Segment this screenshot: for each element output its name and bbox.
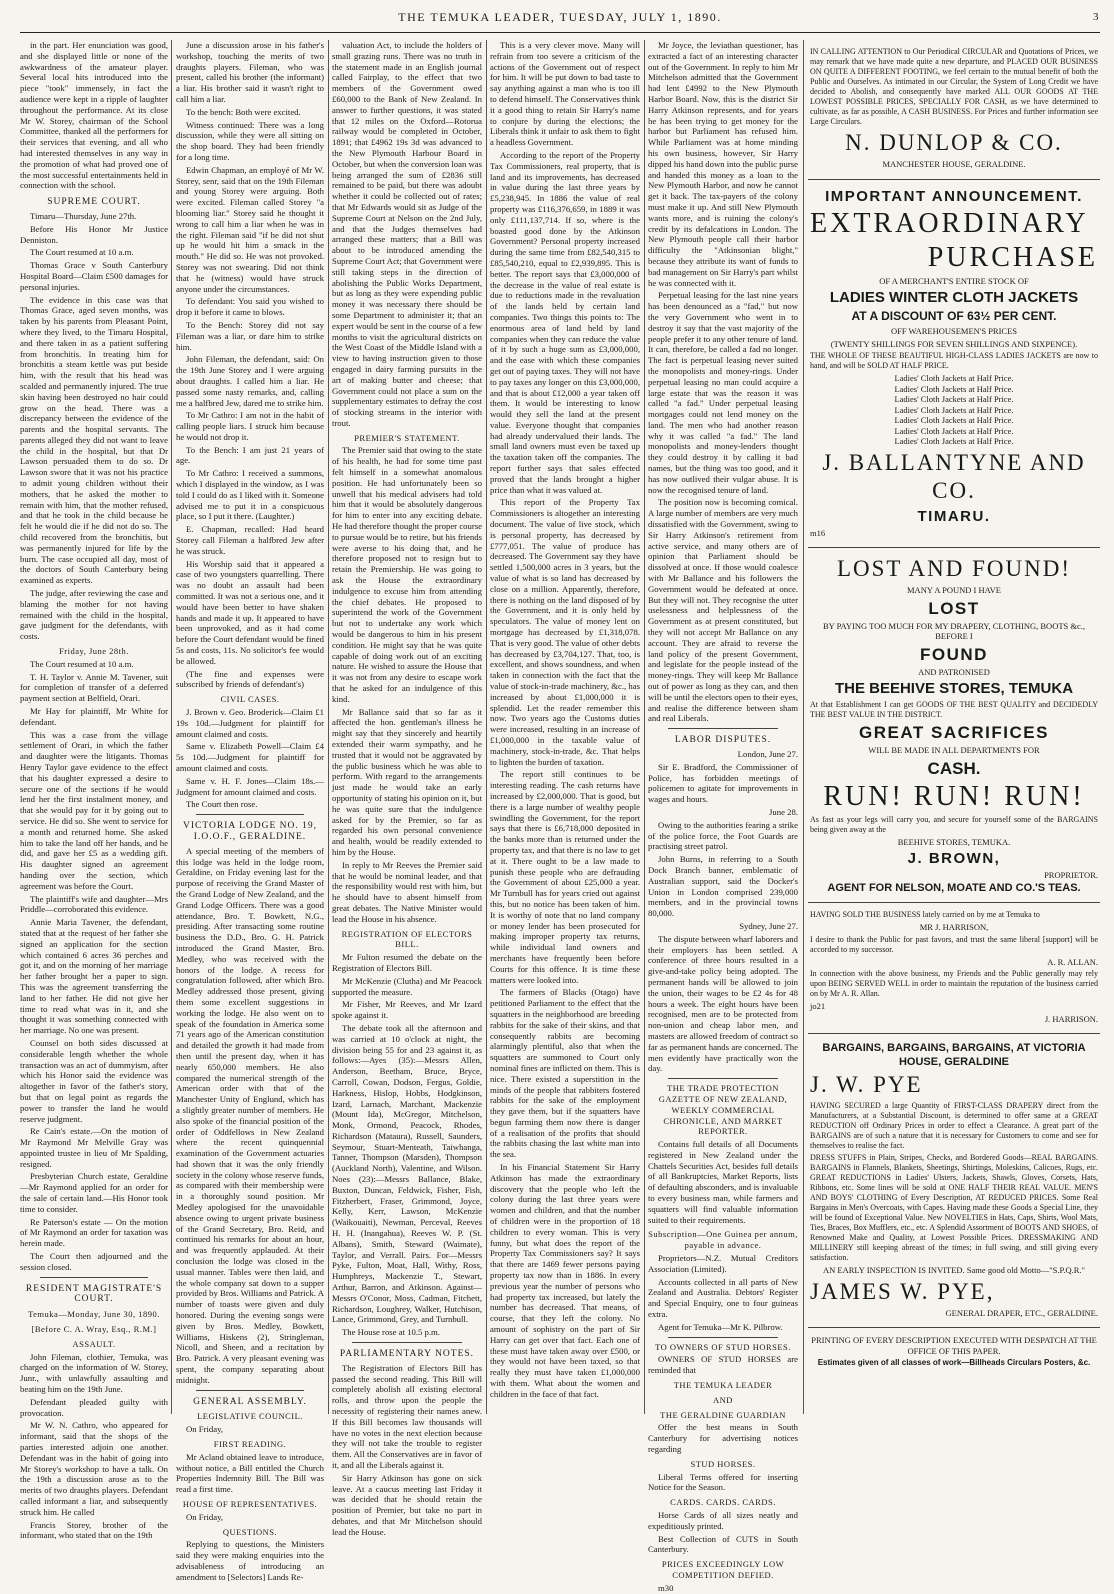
dateline: London, June 27. xyxy=(737,749,798,759)
ad-text: PROPRIETOR. xyxy=(1044,870,1098,880)
ad-text: AN EARLY INSPECTION IS INVITED. Same good old Motto—"S.P.Q.R." xyxy=(823,1265,1085,1275)
ad-text: AND xyxy=(713,1394,733,1405)
article-paragraph: To Mr Cathro: I am not in the habit of calling people liars. I struck him because he would not drop it. xyxy=(176,410,324,442)
ad-heading: AGENT FOR NELSON, MOATE AND CO.'S TEAS. xyxy=(827,881,1081,894)
section-heading-rm-court: RESIDENT MAGISTRATE'S COURT. xyxy=(25,1283,163,1305)
ad-text: CARDS. CARDS. CARDS. xyxy=(670,1497,776,1508)
ad-text: BY PAYING TOO MUCH FOR MY DRAPERY, CLOTHING, BOOTS &c., BEFORE I xyxy=(822,620,1086,641)
column-rule xyxy=(486,40,487,1414)
ad-printing xyxy=(808,1328,1100,1378)
ad-trade-protection-title: THE TRADE PROTECTION GAZETTE OF NEW ZEALAND, WEEKLY COMMERCIAL CHRONICLE, AND MARKET REPORTER. xyxy=(658,1083,788,1137)
divider xyxy=(668,1337,778,1338)
ad-heading: CASH. xyxy=(927,758,981,778)
ad-heading: FOUND xyxy=(920,644,988,664)
ad-heading: BARGAINS, BARGAINS, BARGAINS, AT VICTORIA HOUSE, GERALDINE xyxy=(822,1042,1086,1068)
article-paragraph: J. Brown v. Geo. Broderick—Claim £1 19s 10d.—Judgment for plaintiff for amount claimed and costs. xyxy=(176,707,324,739)
ad-ballantyne-name: J. BALLANTYNE AND CO. xyxy=(822,449,1086,503)
article-paragraph: The Premier said that owing to the state of his health, he had for some time past felt himself in a somewhat anomalous position. He had unfortunately been so unwell that his medical advisers had told him that it would be absolutely dangerous for him to enter into any exciting debate. He had therefore thought the proper course to pursue would be to retire, but his friends were averse to his doing that, and he therefore proposed not to resign but to retain the Premiership. He was going to ask the House the extraordinary indulgence to excuse him from attending the chief debates. He proposed to superintend the work of the Government but not to undertake any work which would be dangerous to him in his present condition. He might say that he was quite capable of doing work out of an exciting nature. He wished to assure the House that it was not from any desire to escape work that he asked for an indulgence of this kind. xyxy=(332,445,482,704)
ad-text: MANY A POUND I HAVE xyxy=(907,585,1001,595)
article-paragraph: To the bench: Both were excited. xyxy=(186,106,301,117)
dateline: Sydney, June 27. xyxy=(739,920,798,931)
article-paragraph: Owing to the authorities fearing a strike of the police force, the Foot Guards are practising street patrol. xyxy=(648,819,798,852)
ad-pye-name: J. W. PYE xyxy=(810,1072,923,1097)
article-paragraph: The House rose at 10.5 p.m. xyxy=(342,1327,440,1338)
ad-heading: EXTRAORDINARY xyxy=(810,207,1089,239)
article-paragraph: The evidence in this case was that Thomas Grace, aged seven months, was taken by his parents from Pleasant Point, where they lived, to the Timaru Hospital, and there taken in as a patient suffering from bronchitis. In treating him for bronchitis a steam kettle was put beside him, with the result that his head was scalded and permanently injured. The true skin having been destroyed no hair could grow on the head. There was a discrepancy between the evidence of the parents and the hospital servants. The parents alleged they did not want to leave the child in the hospital, but that Dr Lawson persuaded them to do so. Dr Lawson swore that it was not his practice to admit young children without their mothers, that he asked the mother to remain with him, that the mother refused, and that he took in the child because he felt he would die if he did not do so. The child recovered from the bronchitis, but was permanently injured for life by the burn. The case occupied all day, most of the doctors of South Canterbury being examined as experts. xyxy=(20,294,168,586)
column-rule xyxy=(644,40,645,1414)
list-item: Ladies' Cloth Jackets at Half Price. xyxy=(894,394,1014,404)
divider xyxy=(352,1342,462,1343)
article-paragraph: Thomas Grace v South Canterbury Hospital Board—Claim £500 damages for personal injuries. xyxy=(20,260,168,292)
ad-text: HAVING SOLD THE BUSINESS lately carried on by me at Temuka to xyxy=(810,910,1040,919)
list-item: Ladies' Cloth Jackets at Half Price. xyxy=(894,425,1014,436)
article-paragraph: His Worship said that it appeared a case of two youngsters quarrelling. There was no doubt an assault had been committed. It was not a serious one, and it would have been better to have shaken hands and made it up. It appeared to have been unprovoked, and as it had come before the Court defendant would be fined 5s and costs, 11s. No solicitor's fee would be allowed. xyxy=(176,558,324,666)
ad-text: In connection with the above business, my Friends and the Public generally may rely upon BEING SERVED WELL in order to maintain the reputation of the business carried on by Mr A. R. Allan. xyxy=(810,969,1098,998)
ad-text: PRICES EXCEEDINGLY LOW COMPETITION DEFIED. xyxy=(661,1559,785,1580)
article-paragraph: Same v. Elizabeth Powell—Claim £4 5s 10d.—Judgment for plaintiff for amount claimed and costs. xyxy=(176,741,324,773)
column-3 xyxy=(332,40,482,1537)
divider xyxy=(196,814,304,815)
subheading: HOUSE OF REPRESENTATIVES. xyxy=(182,1499,318,1509)
article-paragraph: The dispute between wharf laborers and their employers has been settled. A conference of three hours resulted in a give-and-take policy being adopted. The permanent hands will be allowed to join the union, their wages to be £2 4s for 48 hours a week. The eight hours have been recognised, men are to be protected from non-union and cheap labor men, and masters are allowed freedom of contract so far as permanent hands are concerned. The men evidently have practically won the day. xyxy=(648,933,798,1074)
subheading: LEGISLATIVE COUNCIL. xyxy=(197,1411,303,1422)
ad-text: Subscription—One Guinea per annum, payable in advance. xyxy=(648,1229,798,1251)
ad-text: At that Establishment I can get GOODS OF THE BEST QUALITY and DECIDEDLY THE BEST VALUE IN THE DISTRICT. xyxy=(810,700,1098,719)
ad-heading: PURCHASE xyxy=(927,241,1098,273)
ad-text: As fast as your legs will carry you, and secure for yourself some of the BARGAINS being given away at the xyxy=(810,814,1098,834)
section-heading-labor: LABOR DISPUTES. xyxy=(674,735,772,746)
dateline: Friday, June 28th. xyxy=(59,646,129,657)
subheading: FIRST READING. xyxy=(213,1439,287,1450)
article-paragraph: Sir E. Bradford, the Commissioner of Police, has forbidden meetings of policemen to agitate for improvements in wages and hours. xyxy=(648,761,798,805)
ad-text: WILL BE MADE IN ALL DEPARTMENTS FOR xyxy=(868,745,1040,755)
article-paragraph: The plaintiff's wife and daughter—Mrs Priddle—corroborated this evidence. xyxy=(20,893,168,915)
ad-beehive xyxy=(808,548,1100,903)
column-5 xyxy=(648,40,798,1593)
article-paragraph: (The fine and expenses were subscribed by friends of defendant's) xyxy=(176,668,324,690)
article-paragraph: The Court then adjourned and the session closed. xyxy=(20,1251,168,1272)
ad-text: Offer the best means in South Canterbury for advertising notices regarding xyxy=(648,1422,798,1455)
article-paragraph: The position now is becoming comical. A large number of members are very much dissatisfied with the Government, swing to Sir Harry Atkinson's retirement from active service, and many others are of opinion that Parliament should be dissolved at once. If those would coalesce with Mr Ballance and his followers the Government would be defeated at once. But they will not. They recognise the utter uselessness and helplessness of the Government as at present constituted, but they will not accept Mr Ballance on any account. They are afraid to reverse the land policy of the present Government, and legislate for the people instead of the money-rings. They will keep Mr Ballance out of power as long as they can, and then will be until the electors open to their eyes, and realise the difference between sham and real Liberals. xyxy=(648,497,798,724)
article-paragraph: The report still continues to be interesting reading. The cash returns have increased by £2,000,000. That is good, but there is a large number of wealthy people swindling the Government, for the report says that there is £6,718,000 deposited in the banks more than is returned under the property tax, and that there is no law to get at it. There ought to be a law made to punish these people who are defrauding the Government of about £25,000 a year. Mr Turnbull has for years cried out against this, but no notice has been taken of him. It is worthy of note that no land company or money lender has been prosecuted for making improper property tax returns, while individual land owners and merchants have frequently been before Courts for this offence. It is time these matters were looked into. xyxy=(490,769,640,985)
ad-text: Accounts collected in all parts of New Zealand and Australia. Debtors' Register and Special Enquiry, one to four guineas extra. xyxy=(648,1276,798,1320)
article-paragraph: Counsel on both sides discussed at considerable length whether the whole transaction was an act of dummyism, after which his Honor said the evidence was altogether in favor of the father's story, but that on legal point as regards the power to transfer the land he would reserve judgment. xyxy=(20,1037,168,1124)
list-item: Ladies' Cloth Jackets at Half Price. xyxy=(894,373,1014,383)
article-paragraph: Mr Hay for plaintiff, Mr White for defendant. xyxy=(20,706,168,727)
article-paragraph: The debate took all the afternoon and was carried at 10 o'clock at night, the division being 55 for and 23 against it, as follows:—Ayes (35):—Messrs Allen, Anderson, Beetham, Bruce, Bryce, Carroll, Cowan, Dodson, Fergus, Goldie, Harkness, Hislop, Hobbs, Hodgkinson, Izard, Larnach, Marchant, Mackenzie (Mount Ida), McGregor, Mitchelson, Monk, Ormond, Peacock, Rhodes, Richardson (Mataura), Russell, Saunders, Seymour, Stuart-Menteath, Taiwhanga, Tanner, Thompson (Marsden), Thompson (Auckland North), Valentine, and Wilson. Noes (23):—Messrs Ballance, Blake, Buxton, Duncan, Feldwick, Fisher, Fish, Fitzherbert, Fraser, Grimmond, Joyce, Kelly, Kerr, Lawson, McKenzie (Waikouaiti), Newman, Perceval, Reeves H. H. (Inangahua), Reeves W. P. (St. Albans), Smith, Steward (Waimate), Taylor, and Verrall. Pairs. For—Messrs Pyke, Fulton, Moat, Hall, Withy, Ross, Humphreys, Mackenzie T., Stewart, Arthur, Barron, and Atkinson. Against—Messrs O'Conor, Moss, Cadman, Fitchett, Richardson, Loughrey, Walker, Hutchison, Lance, Grimmond, Grey, and Turnbull. xyxy=(332,1022,482,1325)
article-paragraph: Mr Joyce, the leviathan questioner, has extracted a fact of an interesting character out of the Government. In reply to him Mr Mitchelson admitted that the Government had lent £4992 to the New Plymouth Harbor Board. Now, this is the district Sir Harry Atkinson represents, and for years he has been trying to get money for the harbor but Parliament has refused him. While Parliament was at home minding his own business, however, Sir Harry dipped his hand down into the public purse and handed this money as a loan to the New Plymouth Harbor, and now he cannot get it back. The tax-payers of the colony must make it up. And still New Plymouth wants more, and is ruining the colony's credit by its defalcations in London. The New Plymouth people call their harbor difficulty the "Atkinsonian blight," because they attribute its want of funds to bad management on Sir Harry's part whilst he was connected with it. xyxy=(648,40,798,288)
ad-text: DRESS STUFFS in Plain, Stripes, Checks, and Bordered Goods—REAL BARGAINS. BARGAINS in Flannels, Blankets, Sheetings, Shirtings, Moleskins, Calicoes, Rugs, etc. GREAT REDUCTIONS in Ladies' Ulsters, Jackets, Shawls, Gloves, Corsets, Hats, Ribbons, etc. Some lines will be sold at ONE HALF THEIR REAL VALUE. MEN'S AND BOYS' CLOTHING of Every Description, AT REDUCED PRICES. Some Real Bargains in Men's Overcoats, with Capes. Having made these Goods a Special Line, they will be found of Exceptional Value. New NOVELTIES in Hats, Caps, Shirts, Wool Mats, Ties, Braces, Box Mufflers, etc., etc. A Splendid Assortment of BOOTS AND SHOES, of Renowned Make and Quality, at Lowest Possible Prices. DRESSMAKING AND MILLINERY still keeping abreast of the times; in full swing, and still giving every satisfaction. xyxy=(810,1153,1098,1262)
dateline: Temuka—Monday, June 30, 1890. xyxy=(28,1309,160,1320)
ad-heading: J. BROWN, xyxy=(907,850,1001,867)
list-item: Ladies' Cloth Jackets at Half Price. xyxy=(894,415,1014,425)
ad-code: m30 xyxy=(658,1582,674,1593)
list-item: Ladies' Cloth Jackets at Half Price. xyxy=(894,404,1014,415)
ad-text: MR J. HARRISON, xyxy=(919,922,989,932)
ad-text: IN CALLING ATTENTION to Our Periodical CIRCULAR and Quotations of Prices, we may remark that we have made quite a new departure, and PLACED OUR BUSINESS ON QUITE A DIFFERENT FOOTING, we feel certain to the mutual benefit of both the Public and Ourselves. As intimated in our Circular, the System of Long Credit we have decided to Abolish, and consequently have marked ALL OUR GOODS AT THE LOWEST POSSIBLE PRICES, SPECIALLY FOR CASH, as we have determined to cultivate, as far as possible, A CASH BUSINESS. For Prices and further information see Large Circulars. xyxy=(810,47,1098,126)
column-rule xyxy=(171,40,172,1414)
article-paragraph: Mr McKenzie (Clutha) and Mr Peacock supported the measure. xyxy=(332,975,482,997)
ad-heading: LOST AND FOUND! xyxy=(836,556,1072,581)
divider xyxy=(40,1277,148,1278)
article-paragraph: To the Bench: Storey did not say Fileman was a liar, or dare him to strike him. xyxy=(176,319,324,352)
article-paragraph: Mr Fisher, Mr Reeves, and Mr Izard spoke against it. xyxy=(332,999,482,1021)
ad-text: GENERAL DRAPER, ETC., GERALDINE. xyxy=(945,1307,1098,1318)
column-rule xyxy=(328,40,329,1414)
list-item: Ladies' Cloth Jackets at Half Price. xyxy=(894,436,1014,446)
ad-heading: TIMARU. xyxy=(917,507,991,525)
article-paragraph: Re Paterson's estate — On the motion of Mr Raymond an order for taxation was herein made. xyxy=(20,1216,168,1249)
article-paragraph: Presbyterian Church estate, Geraldine—Mr Raymond applied for an order for the sale of certain land.—His Honor took time to consider. xyxy=(20,1171,168,1214)
article-paragraph: Mr Fulton resumed the debate on the Registration of Electors Bill. xyxy=(332,952,482,973)
ad-text: Proprietors—N.Z. Mutual Creditors Association (Limited). xyxy=(648,1253,798,1274)
dateline: On Friday, xyxy=(186,1511,224,1522)
article-paragraph: A special meeting of the members of this lodge was held in the lodge room, Geraldine, on Friday evening last for the purpose of receiving the Grand Master of the Grand Lodge of New Zealand, and the Grand Lodge Officers. There was a good attendance, Bro. T. Bowkett, N.G., presiding. After transacting some routine business the D.D., Bro. G. H. Patrick introduced the Grand Master, Bro. Medley, who was received with the honors of the lodge. A recess for congratulation followed, after which Bro. Medley addressed those present, giving them some excellent suggestions in working the lodge. He also went on to speak of the foundation in America some 71 years ago of the American constitution and detailed the growth it had made from then until the present day, when it has nearly 650,000 members. He also compared the numerical strength of the American order with that of the Manchester Unity of Englund, which has a slightly greater number of members. He also spoke of the financial position of the order of Oddfellows in New Zealand where the recent quinquennial examination of the Government actuaries had shown that it was the only friendly society in the colony whose reserve funds, as compared with their membership were in a thoroughly sound position. Mr Medley apologised for the unavoidable absence owing to urgent private business of the Grand Secretary, Bro. Reid, and continued his remarks for about an hour, and was frequently applauded. At their conclusion the lodge was closed in the usual manner. Tables were then laid, and the whole company sat down to a supper provided by Bros. Williams and Patrick. A number of toasts were given and duly honored. During the evening songs were given by Bros. Medley, Bowkett, Williams, Hiskens (2), Stringleman, Nicoll, and Sheen, and a recitation by Bro. Patrick. A very pleasant evening was spent, the company separating about midnight. xyxy=(176,845,324,1385)
article-paragraph: Francis Storey, brother of the informant, who stated that on the 19th xyxy=(20,1519,168,1541)
article-paragraph: This was a case from the village settlement of Orari, in which the father and daughter were the litigants. Thomas Henry Taylor gave evidence to the effect that his daughter expressed a desire to secure one of the sections if he would lend her the first instalment money, and that she would pay for it by going out to service. He did so. She went to service for a month and returned home. She asked him to take the land off her hands, and he did, and gave her £5 as a wedding gift. His daughter signed an agreement handing over the section, which agreement was before the Court. xyxy=(20,729,168,891)
ad-pye-name: JAMES W. PYE, xyxy=(810,1278,995,1304)
article-paragraph: In his Financial Statement Sir Harry Atkinson has made the extraordinary discovery that the people who left the colony during the last three years were women and children, and that the number of children were in the proportion of 18 children to every woman. This is very funny, but what does the report of the Property Tax Commissioners say? It says that there are 1469 fewer persons paying property tax now than in 1886. In every previous year the number of persons who had property tax increased, but lately the number has decreased. That means, of course, that they left the colony. No amount of sophistry on the part of Sir Harry can get over that fact. Each one of these must have taken away over £500, or they would not have been taxed, so that really they must have taken £1,000,000 with them. What about the women and children in the face of that fact. xyxy=(490,1162,640,1399)
ad-text: Best Collection of CUTS in South Canterbury. xyxy=(648,1533,798,1555)
list-item: Ladies' Cloth Jackets at Half Price. xyxy=(894,383,1014,394)
article-paragraph: Mr Acland obtained leave to introduce, without notice, a Bill entitled the Church Properties Indemnity Bill. The Bill was read a first time. xyxy=(176,1451,324,1495)
ad-text: AND PATRONISED xyxy=(918,666,990,677)
ad-text: Estimates given of all classes of work—Billheads Circulars Posters, &c. xyxy=(817,1358,1091,1367)
masthead xyxy=(20,6,1100,33)
dateline: Timaru—Thursday, June 27th. xyxy=(30,210,137,221)
article-paragraph: Re Cain's estate.—On the motion of Mr Raymond Mr Melville Gray was appointed trustee in lieu of Mr Spalding, resigned. xyxy=(20,1126,168,1169)
article-paragraph: Sir Harry Atkinson has gone on sick leave. At a caucus meeting last Friday it was decided that he should retain the position of Premier, but take no part in debates, and that Mr Mitchelson should lead the House. xyxy=(332,1472,482,1537)
subheading: REGISTRATION OF ELECTORS BILL. xyxy=(341,928,473,950)
section-heading-supreme-court: SUPREME COURT. xyxy=(47,197,141,208)
ad-text: Agent for Temuka—Mr K. Pilbrow. xyxy=(658,1321,783,1332)
ad-text: BEEHIVE STORES, TEMUKA. xyxy=(897,836,1011,847)
ad-text: THE WHOLE OF THESE BEAUTIFUL HIGH-CLASS LADIES JACKETS are now to hand, and will be SOLD AT HALF PRICE. xyxy=(810,351,1098,370)
ad-heading: AT A DISCOUNT OF 63½ PER CENT. xyxy=(851,309,1057,323)
ad-heading: RUN! RUN! RUN! xyxy=(823,780,1085,812)
ad-dunlop-house: MANCHESTER HOUSE, GERALDINE. xyxy=(882,159,1026,169)
subheading: QUESTIONS. xyxy=(222,1526,278,1537)
section-heading-assembly: GENERAL ASSEMBLY. xyxy=(193,1396,307,1407)
article-paragraph: The judge, after reviewing the case and blaming the mother for not having remained with the child in the hospital, gave judgment for the defendants, with costs. xyxy=(20,588,168,642)
ad-text: OWNERS OF STUD HORSES are reminded that xyxy=(648,1354,798,1376)
ad-code: m16 xyxy=(810,527,826,538)
ad-text: (TWENTY SHILLINGS FOR SEVEN SHILLINGS AND SIXPENCE). xyxy=(830,338,1078,349)
subheading: CIVIL CASES. xyxy=(220,694,280,705)
ad-ballantyne xyxy=(808,180,1100,549)
ad-dunlop xyxy=(808,40,1100,180)
article-paragraph: To defendant: You said you wished to drop it before it came to blows. xyxy=(176,296,324,318)
ad-text: THE GERALDINE GUARDIAN xyxy=(660,1409,786,1420)
dateline: On Friday, xyxy=(186,1424,224,1435)
ad-text: PRINTING OF EVERY DESCRIPTION EXECUTED WITH DESPATCH AT THE OFFICE OF THIS PAPER. xyxy=(811,1335,1097,1356)
ad-heading: LADIES WINTER CLOTH JACKETS xyxy=(829,289,1079,306)
masthead-title: THE TEMUKA LEADER, TUESDAY, JULY 1, 1890. xyxy=(398,10,722,24)
article-paragraph: Edwin Chapman, an employé of Mr W. Storey, senr, said that on the 19th Fileman and young Storey were arguing. Both were excited. Fileman called Storey "a blooming liar." Storey said he thought it wrong to call him a liar when he was in the right. Fileman said "if he did not shut up he would hit him a smack in the mouth." He did so. He was not provoked. Storey was not swearing. Did not think that he (witness) would have struck anyone under the circumstances. xyxy=(176,164,324,294)
article-paragraph: The farmers of Blacks (Otago) have petitioned Parliament to the effect that the squatters in the neighborhood are breeding rabbits for the sake of their skins, and that consequently rabbits are becoming alarmingly plentiful, also that when the squatters are summoned to Court only nominal fines are inflicted on them. This is nice. There existed a superstition in the minds of the people that rabbiters fostered rabbits for the sake of the employment they gave them, but if the squatters have begun farming them now there is danger of a realisation of the profits that should the rabbits chasing the last white man into the sea. xyxy=(490,987,640,1160)
article-paragraph: The Registration of Electors Bill has passed the second reading. This Bill will completely abolish all existing electoral rolls, and throw upon the people the necessity of registering their names anew. If this Bill becomes law thousands will have no votes in the next election because they will not take the trouble to register them. All the Conservatives are in favor of it, and all the Liberals against it. xyxy=(332,1362,482,1470)
article-paragraph: Annie Maria Tavener, the defendant, stated that at the request of her father she signed an application for the section which contained 6 acres 36 perches and got it, and on the morning of her marriage her father brought her a paper to sign. This was the agreement transferring the land to her father. He did not give her time to read what was in it, and she thought it was something connected with her marriage. No one was present. xyxy=(20,917,168,1036)
ad-heading: IMPORTANT ANNOUNCEMENT. xyxy=(825,187,1083,205)
article-paragraph: T. H. Taylor v. Annie M. Tavener, suit for completion of transfer of a deferred payment section at Belfield, Orari. xyxy=(20,671,168,704)
ad-heading: LOST xyxy=(928,598,980,618)
ad-signature: A. R. ALLAN. xyxy=(1047,956,1098,967)
section-heading-lodge: VICTORIA LODGE NO. 19, I.O.O.F., GERALDINE. xyxy=(183,821,317,842)
ad-text: OFF WAREHOUSEMEN'S PRICES xyxy=(890,326,1018,336)
section-heading-parliamentary-notes: PARLIAMENTARY NOTES. xyxy=(339,1349,475,1360)
ad-text: Contains full details of all Documents registered in New Zealand under the Chattels Securities Act, besides full details of all Bankruptcies, Market Reports, lists of defaulting absconders, and is invaluable to every business man, while farmers and squatters will find valuable information suited to their requirements. xyxy=(648,1139,798,1225)
page-number: 3 xyxy=(1093,11,1100,23)
dateline: June 28. xyxy=(769,806,798,817)
article-paragraph: Perpetual leasing for the last nine years has been denounced as a "fad," but now the very Government who went in to destroy it say that the vast majority of the people prefer it to any other tenure of land. It can, therefore, be called a fad no longer. The fact is perpetual leasing never suited the monopolists and money-rings. Under perpetual leasing no man could acquire a large estate that was the reason it was called "a fad." Under perpetual leasing mortgages could not lend money on the land. The men who had another reason why it was called "a fad." The land monopolists and money-lenders thought they could destroy it by calling it bad names, but the thing was too good, and it has now outlived their vulgar abuse. It is now the recognised tenure of land. xyxy=(648,290,798,495)
article-paragraph: The Court then rose. xyxy=(186,799,258,810)
column-rule xyxy=(803,40,804,1414)
article-paragraph: Defendant pleaded guilty with provocation. xyxy=(20,1396,168,1418)
ad-allan-harrison xyxy=(808,903,1100,1034)
article-paragraph: The Court resumed at 10 a.m. xyxy=(30,247,134,258)
divider xyxy=(196,1390,304,1391)
article-paragraph: This report of the Property Tax Commissioners is altogether an interesting document. The value of live stock, which is personal property, has decreased by £777,051. The value of produce has decreased. The Government say they have settled 1,500,000 acres in 3 years, but the value of what is so land has decreased by close on a million. Apparently, therefore, there is nothing on the land disposed of by the Government, and it is only held by speculators. The value of money lent on mortgage has decreased by £1,318,078. That is very good. The value of other debts has decreased by £3,704,127. That, too, is excellent, and shows soundness, and when taken in connection with the fact that the value of stock-in-trade machinery, &c., has increased by about £1,000,000 it is splendid. Let the reader remember this now. Two years ago the Customs duties were increased, resulting in an increase of £1,000,000 in the taxable value of machinery, stock-in-trade, &c. That helps to lighten the burden of taxation. xyxy=(490,497,640,767)
article-paragraph: Witness continued: There was a long discussion, while they were all sitting on the shop board. They had been friendly for a long time. xyxy=(176,119,324,162)
column-4 xyxy=(490,40,640,1414)
article-paragraph: To the Bench: I am just 21 years of age. xyxy=(176,444,324,466)
ad-signature: J. HARRISON. xyxy=(1044,1013,1098,1024)
article-paragraph: Replying to questions, the Ministers said they were making enquiries into the advisableness of introducing an amendment to [Selectors] Lands Re- xyxy=(176,1539,324,1582)
bench-note: [Before C. A. Wray, Esq., R.M.] xyxy=(31,1324,157,1335)
ad-pye xyxy=(808,1034,1100,1328)
column-2 xyxy=(176,40,324,1582)
ad-code: jo21 xyxy=(810,1001,826,1011)
divider xyxy=(668,1078,778,1079)
article-paragraph: John Fileman, clothier, Temuka, was charged on the information of W. Storey, Junr., with unlawfully assaulting and beating him on the 19th June. xyxy=(20,1351,168,1395)
article-paragraph: This is a very clever move. Many will refrain from too severe a criticism of the actions of the Government out of respect for him. It will be put down to bad taste to say anything against a man who is too ill to defend himself. The Conservatives think it a good thing to retain Sir Harry's name to conjure by during the elections; the Liberals think it unfair to ask them to fight a headless Government. xyxy=(490,40,640,148)
ad-text: Horse Cards of all sizes neatly and expeditiously printed. xyxy=(648,1510,798,1531)
ad-text: HAVING SECURED a large Quantity of FIRST-CLASS DRAPERY direct from the Manufacturers, at a Substantial Discount, is determined to offer same at a GREAT REDUCTION off Ordinary Prices in order to effect a Clearance. A great part of the BARGAINS are of such a nature that it is necessary for Customers to come and see for themselves to realise the fact. xyxy=(810,1101,1098,1150)
article-paragraph: Same v. H. F. Jones—Claim 18s.—Judgment for amount claimed and costs. xyxy=(176,775,324,797)
column-1 xyxy=(20,40,168,1541)
bench-note: Before His Honor Mr Justice Denniston. xyxy=(20,223,168,245)
divider xyxy=(668,728,778,729)
article-paragraph: John Burns, in referring to a South Dock Branch banner, emblematic of Australian support, said the Docker's Union in London comprised 239,000 members, and in the provincial towns 80,000. xyxy=(648,854,798,919)
article-paragraph: valuation Act, to include the holders of small grazing runs. There was no truth in the statement made in an English journal called Fairplay, to the effect that two members of the Government owed £60,000 to the Bank of New Zealand. In answer to further questions, it was stated that 12 miles on the Oxford—Rotorua railway would be completed in October, 1891; that £4962 19s 3d was advanced to the New Plymouth Harbour Board in October, but when the conversion loan was being arranged the sum of £2836 still remained to be paid, but there was adoubt whether it could be collected out of rates; that Mr Edwards would sit as Judge of the Supreme Court at Nelson on the 2nd July, and that the Judges themselves had arranged these matters; that a Bill was about to be introduced amending the Supreme Court Act; that Government were still taking steps in the direction of abolishing the Public Works Department, but as long as they were expending public money it was necessary there should be some Department to administer it; that an expert would be sent in the course of a few months to visit the agricultural districts on the West Coast of the Middle Island with a view to having instruction given to those engaged in dairy farming pursuits in the art of making butter and cheese; that Government could not place a sum on the supplementary estimates to defray the cost of stocking streams in the interior with trout. xyxy=(332,40,482,428)
ad-text: STUD HORSES. xyxy=(690,1458,756,1469)
ad-text: I desire to thank the Public for past favors, and trust the same liberal [support] will be accorded to my successor. xyxy=(810,934,1098,954)
ad-text: Liberal Terms offered for inserting Notice for the Season. xyxy=(648,1471,798,1493)
ad-text: THE TEMUKA LEADER xyxy=(673,1380,773,1391)
article-paragraph: In reply to Mr Reeves the Premier said that he would be nominal leader, and that the responsibility would rest with him, but he should have to absent himself from great debates. The Native Minister would lead the House in his absence. xyxy=(332,859,482,924)
ad-text: OF A MERCHANT'S ENTIRE STOCK OF xyxy=(879,275,1029,286)
subheading: PREMIER'S STATEMENT. xyxy=(354,432,460,443)
article-paragraph: Mr W. N. Cathro, who appeared for informant, said that the shops of the parties interested adjoin one another. Defendant was in the habit of going into Mr Storey's workshop to have a talk. On the 19th a discussion arose as to the merits of two draughts players. Defendant called informant a liar, and subsequently struck him. He called xyxy=(20,1420,168,1517)
article-paragraph: June a discussion arose in his father's workshop, touching the merits of two draughts players. Fileman, who was present, called his brother (the informant) a liar. His brother said it wasn't right to call him a liar. xyxy=(176,40,324,104)
subheading: ASSAULT. xyxy=(72,1338,116,1349)
ad-heading: THE BEEHIVE STORES, TEMUKA xyxy=(834,680,1074,697)
article-paragraph: E. Chapman, recalled: Had heard Storey call Fileman a halfbred Jew after he was struck. xyxy=(176,524,324,556)
ad-dunlop-name: N. DUNLOP & CO. xyxy=(845,130,1063,155)
article-paragraph: in the part. Her enunciation was good, and she displayed little or none of the awkwardness of the amateur player. Several local hits introduced into the piece "took" immensely, in fact the audience were kept in a ripple of laughter throughout the performance. At its close Mr W. Storey, chairman of the School Committee, thanked all the performers for their services that evening, and all who had interested themselves in any way in the promotion of what had proved one of the most successful entertainments held in connection with the school. xyxy=(20,40,168,191)
article-paragraph: To Mr Cathro: I received a summons, which I displayed in the window, as I was told I could do as I liked with it. Someone advised me to put it in a conspicuous place, so I put it there. (Laughter.) xyxy=(176,468,324,522)
advertisements-column xyxy=(808,40,1100,1414)
article-paragraph: The Court resumed at 10 a.m. xyxy=(30,658,134,669)
ad-heading: GREAT SACRIFICES xyxy=(859,723,1049,742)
jacket-list xyxy=(810,373,1098,447)
ad-stud-horses-title: TO OWNERS OF STUD HORSES. xyxy=(655,1341,791,1352)
article-paragraph: According to the report of the Property Tax Commissioners, real property, that is land and its improvements, has decreased in value during the last three years by £5,238,945. In 1886 the value of real property was £116,376,659, in 1889 it was only £111,137,714. If so, where is the boasted good done by the Atkinson Government? Personal property increased during the same time from £82,540,315 to £85,540,210, equal to £2,939,895. This is better. The report says that £3,000,000 of the decrease in the value of real estate is due to reductions made in the revaluation of the lands held by certain land companies. Two things this points to: The enormous area of land held by land companies when they can reduce the value of it by such a huge sum as £3,000,000, and the ease with which these companies get out of paying taxes. They will not have to pay taxes any longer on this £3,000,000, and that is about £12,000 a year taken off them. It would be interesting to know would they sell the land at the present value. Everyone thought that companies had already undervalued their lands. The small land owners must even be taxed up the taxation taken off the companies. The report further says that sales effected proved that the lands brought a higher price than what it was valued at. xyxy=(490,149,640,495)
article-paragraph: John Fileman, the defendant, said: On the 19th June Storey and I were arguing about draughts. I called him a liar. He passed some nasty remarks, and, calling me a halfbred Jew, dared me to strike him. xyxy=(176,354,324,408)
article-paragraph: Mr Ballance said that so far as it affected the hon. gentleman's illness he might say that they sincerely and heartily extended their warm sympathy, and he trusted that it would not be aggravated by the public business which he was able to perform. With regard to the arrangements just made he would take an early opportunity of stating his opinion on it, but he was quite sure that the indulgence asked for by the Premier, so far as regarded his own personal convenience and health, would be readily extended to him by the House. xyxy=(332,706,482,857)
